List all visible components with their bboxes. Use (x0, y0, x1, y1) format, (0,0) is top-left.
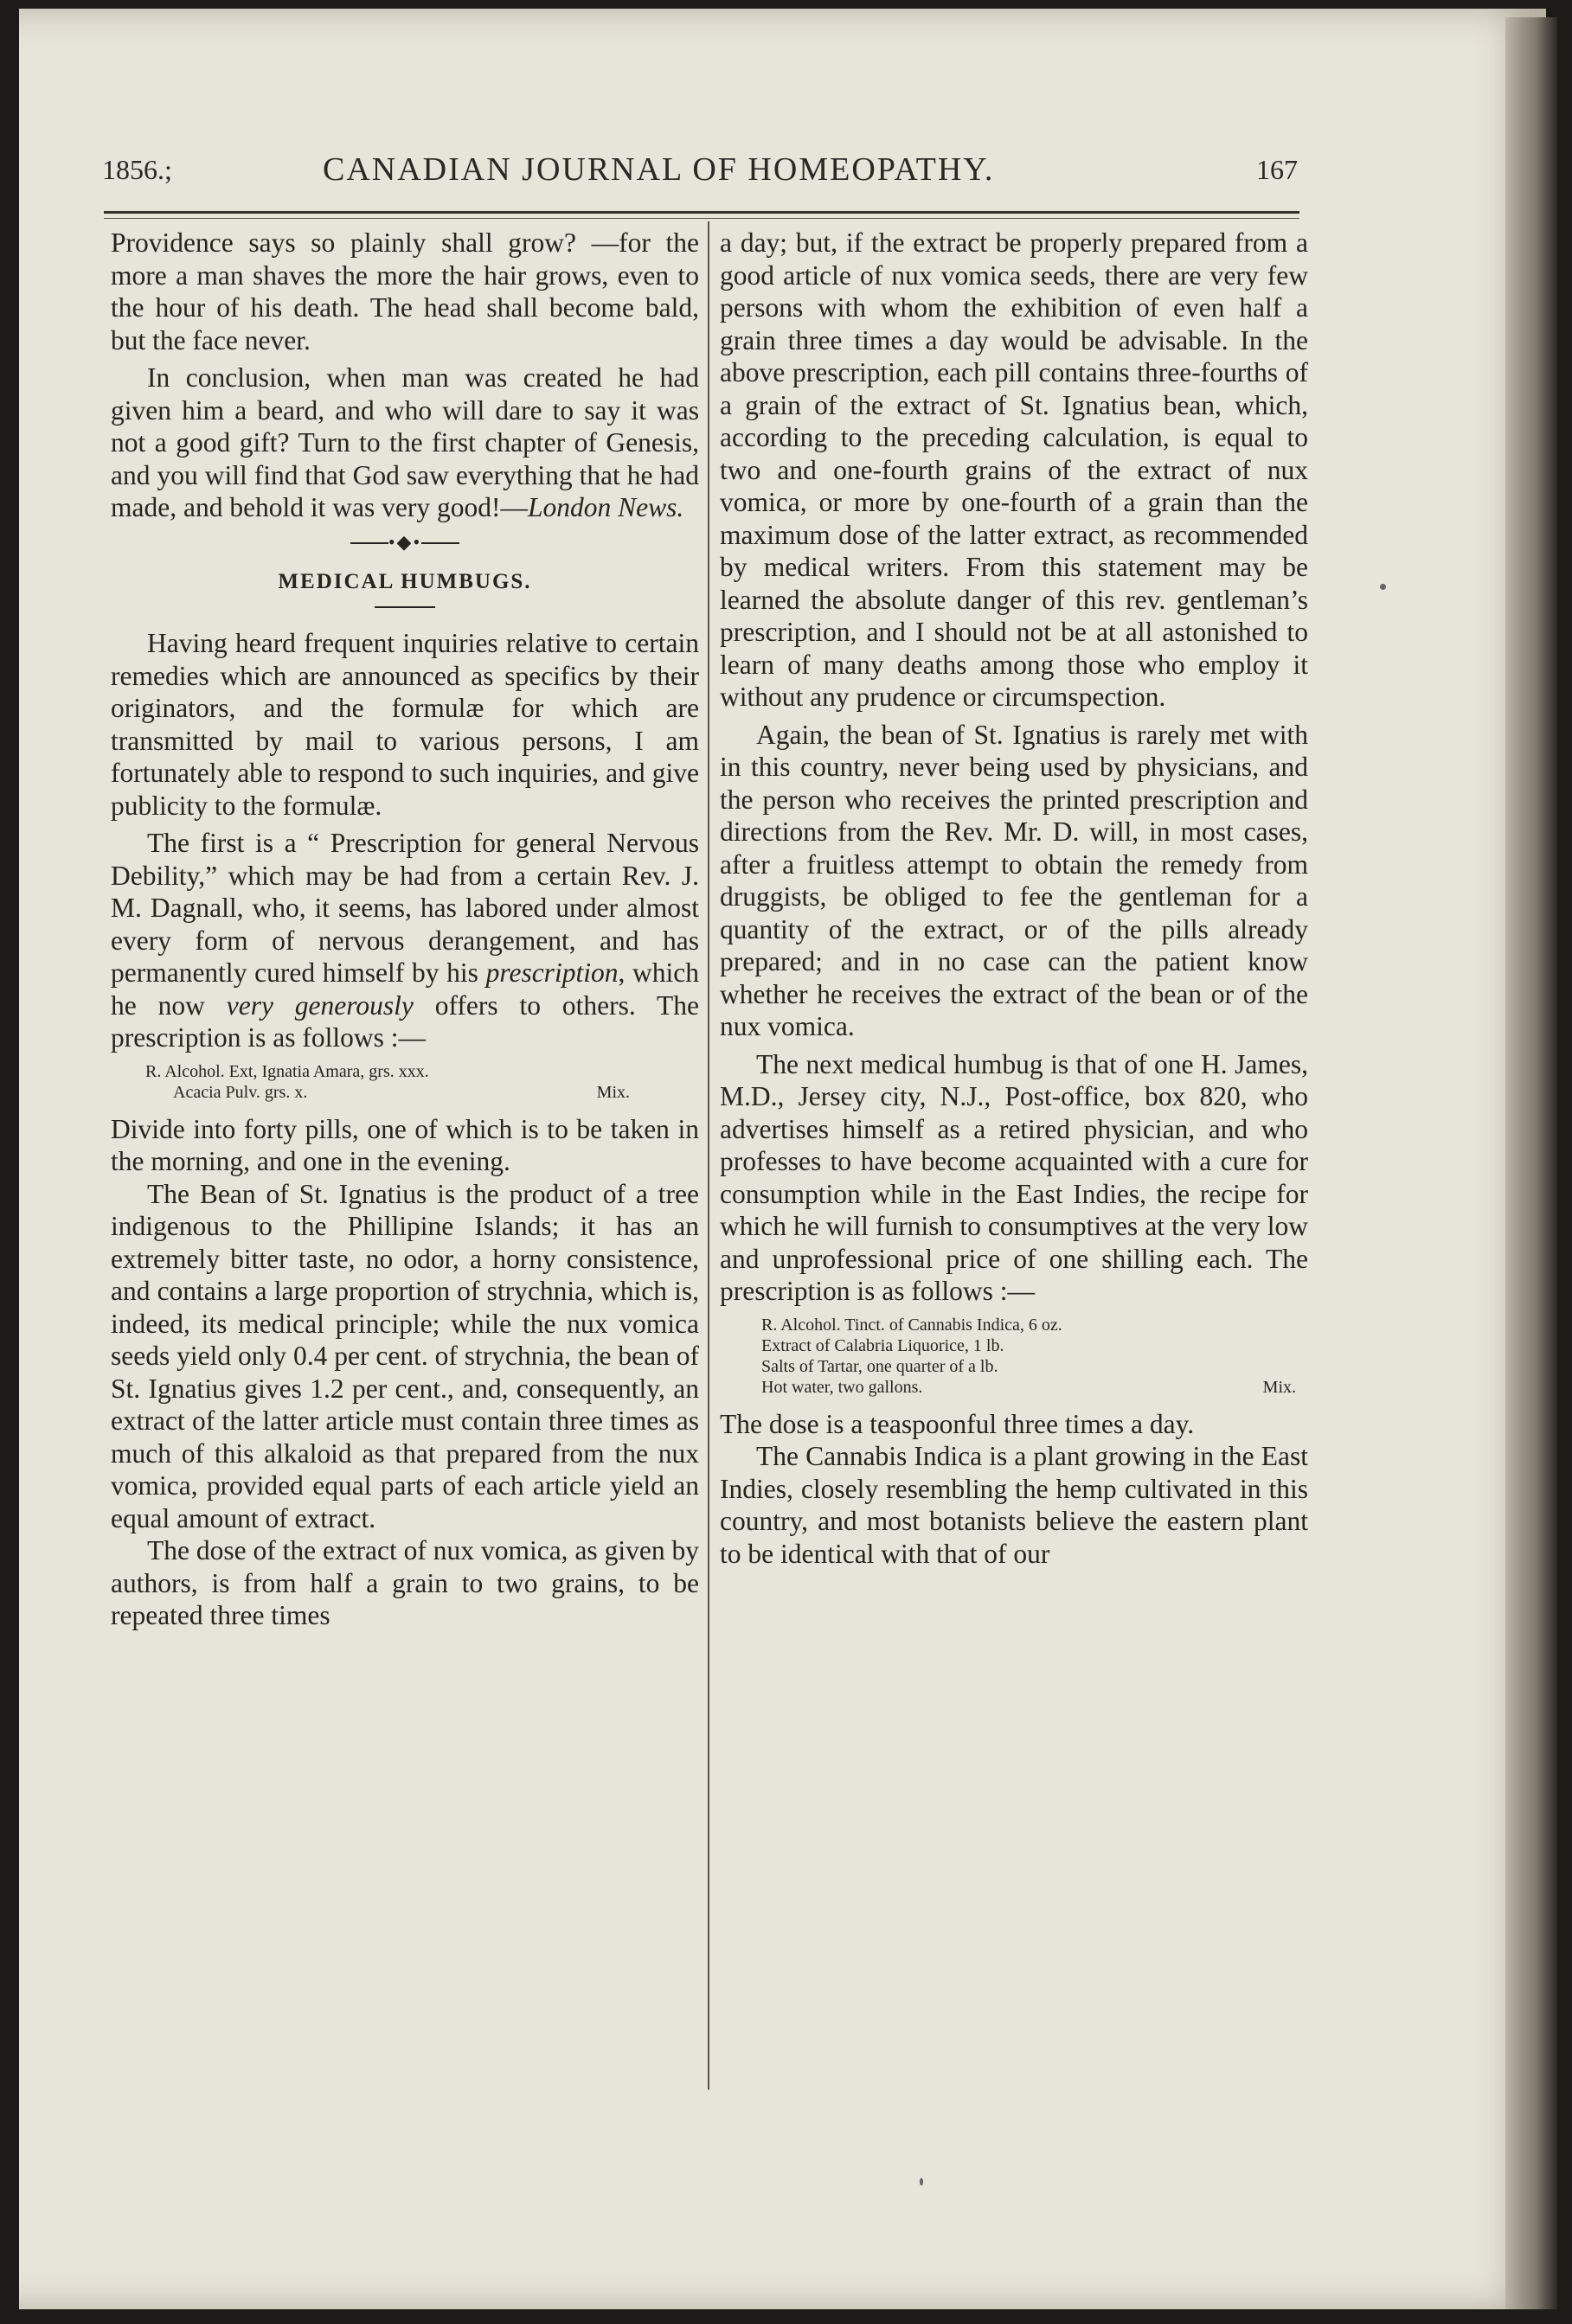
source-citation: London News. (528, 492, 684, 522)
ornament-glyph: •◆• (388, 530, 422, 553)
left-paragraph-6: The Bean of St. Ignatius is the product of a tree indigenous to the Phillipine Islands; it has an extremely bitter taste, no odor, a horny consistence, and contains a large proportion of strychnia, which is, indeed, its medical principle; while the nux vomica seeds yield only 0.4 per cent. of strychnia, the bean of St. Ignatius gives 1.2 per cent., and, consequently, an extract of the latter article must contain three times as much of this alkaloid as that prepared from the nux vomica, provided equal parts of each article yield an equal amount of extract. (111, 1178, 699, 1533)
prescription-2-line-1: R. Alcohol. Tinct. of Cannabis Indica, 6 oz. (761, 1315, 1062, 1335)
left-paragraph-3: Having heard frequent inquiries relative to certain remedies which are announced as specifics by their originators, and the formulæ for which are transmitted by mail to various persons, I am fortunately able to respond to such inquiries, and give publicity to the formulæ. (111, 628, 699, 821)
right-paragraph-1: a day; but, if the extract be properly prepared from a good article of nux vomica seeds, there are very few persons with whom the exhibition of even half a grain three times a day would be advisable. In the above prescription, each pill contains three-fourths of a grain of the extract of St. Ignatius bean, which, according to the preceding calculation, is equal to two and one-fourth grains of the extract of nux vomica, or more by one-fourth of a grain than the maximum dose of the latter extract, as recommended by medical writers. From this statement may be learned the absolute danger of this rev. gentleman’s prescription, and I should not be at all astonished to learn of many deaths among those who employ it without any prudence or circumspection. (720, 227, 1308, 712)
emphasis-prescription: prescription (485, 957, 619, 988)
ornament-line-left (350, 542, 388, 544)
section-title: MEDICAL HUMBUGS. (278, 569, 532, 593)
right-paragraph-2: Again, the bean of St. Ignatius is rarely met with in this country, never being used by physicians, and the person who receives the printed prescription and directions from the Rev. Mr. D. will, in most cases, after a fruitless attempt to obtain the remedy from druggists, be obliged to fee the gentleman for a quantity of the extract, or of the pills already prepared; and in no case can the patient know whether he receives the extract of the bean or of the nux vomica. (720, 719, 1308, 1041)
left-paragraph-2 (111, 362, 699, 524)
section-ornament (111, 530, 699, 553)
left-paragraph-2-text: In conclusion, when man was created he had given him a beard, and who will dare to say it was not a good gift? Turn to the first chapter of Genesis, and you will find that God saw everything that he had made, and behold it was very good!— (111, 362, 699, 522)
right-paragraph-4: The dose is a teaspoonful three times a day. (720, 1408, 1195, 1439)
left-paragraph-4-text-3: offers to others. The prescription is as follows :— (111, 989, 700, 1053)
prescription-1-line-2-text: Acacia Pulv. grs. x. (173, 1082, 308, 1102)
right-paragraph-3: The next medical humbug is that of one H. James, M.D., Jersey city, N.J., Post-office, box 820, who advertises himself as a retired physician, and who professes to have become acquainted with a cure for consumption while in the East Indies, the recipe for which he will furnish to consumptives at the very low and unprofessional price of one shilling each. The prescription is as follows :— (720, 1048, 1308, 1306)
left-paragraph-4 (111, 827, 699, 1054)
section-rule (375, 606, 435, 608)
page-edge-shadow (1505, 17, 1557, 2309)
emphasis-very-generously: very generously (226, 989, 414, 1021)
prescription-2 (761, 1315, 1308, 1398)
right-paragraph-5: The Cannabis Indica is a plant growing in the East Indies, closely resembling the hemp cultivated in this country, and most botanists believe the eastern plant to be identical with that of our (720, 1441, 1308, 1569)
ornament-line-right (421, 542, 459, 544)
header-rule (104, 211, 1299, 214)
left-paragraph-5: Divide into forty pills, one of which is to be taken in the morning, and one in the evening. (111, 1113, 699, 1176)
paper-speck (1380, 584, 1386, 590)
prescription-2-line-2: Extract of Calabria Liquorice, 1 lb. (761, 1335, 1004, 1355)
running-header (102, 151, 1298, 194)
header-page-number: 167 (1256, 154, 1298, 185)
prescription-2-line-4 (761, 1377, 1308, 1398)
header-journal-title: CANADIAN JOURNAL OF HOMEOPATHY. (323, 151, 995, 188)
left-paragraph-4-text-1: The first is a “ Prescription for general Nervous Debility,” which may be had from a certain Rev. J. M. Dagnall, who, it seems, has labored under almost every form of nervous derangement, and has permanently cured himself by his (111, 828, 699, 988)
prescription-2-mix: Mix. (1262, 1377, 1296, 1397)
prescription-1-line-2 (145, 1082, 699, 1103)
header-year: 1856.; (102, 154, 172, 185)
right-column (720, 227, 1308, 1570)
header-rule-thin (104, 218, 1299, 219)
prescription-1-mix: Mix. (596, 1082, 630, 1102)
prescription-1-line-1: R. Alcohol. Ext, Ignatia Amara, grs. xxx. (145, 1061, 429, 1081)
prescription-1 (145, 1061, 699, 1103)
column-divider (708, 221, 709, 2090)
left-paragraph-4-text-2: , which he now (111, 957, 700, 1021)
prescription-2-line-4-text: Hot water, two gallons. (761, 1377, 923, 1397)
left-paragraph-1: Providence says so plainly shall grow? —for the more a man shaves the more the hair grows, even to the hour of his death. The head shall become bald, but the face never. (111, 227, 699, 355)
left-column (111, 227, 699, 1632)
prescription-2-line-3: Salts of Tartar, one quarter of a lb. (761, 1356, 998, 1376)
paper-speck (920, 2178, 923, 2186)
left-paragraph-7: The dose of the extract of nux vomica, as given by authors, is from half a grain to two grains, to be repeated three times (111, 1535, 699, 1630)
